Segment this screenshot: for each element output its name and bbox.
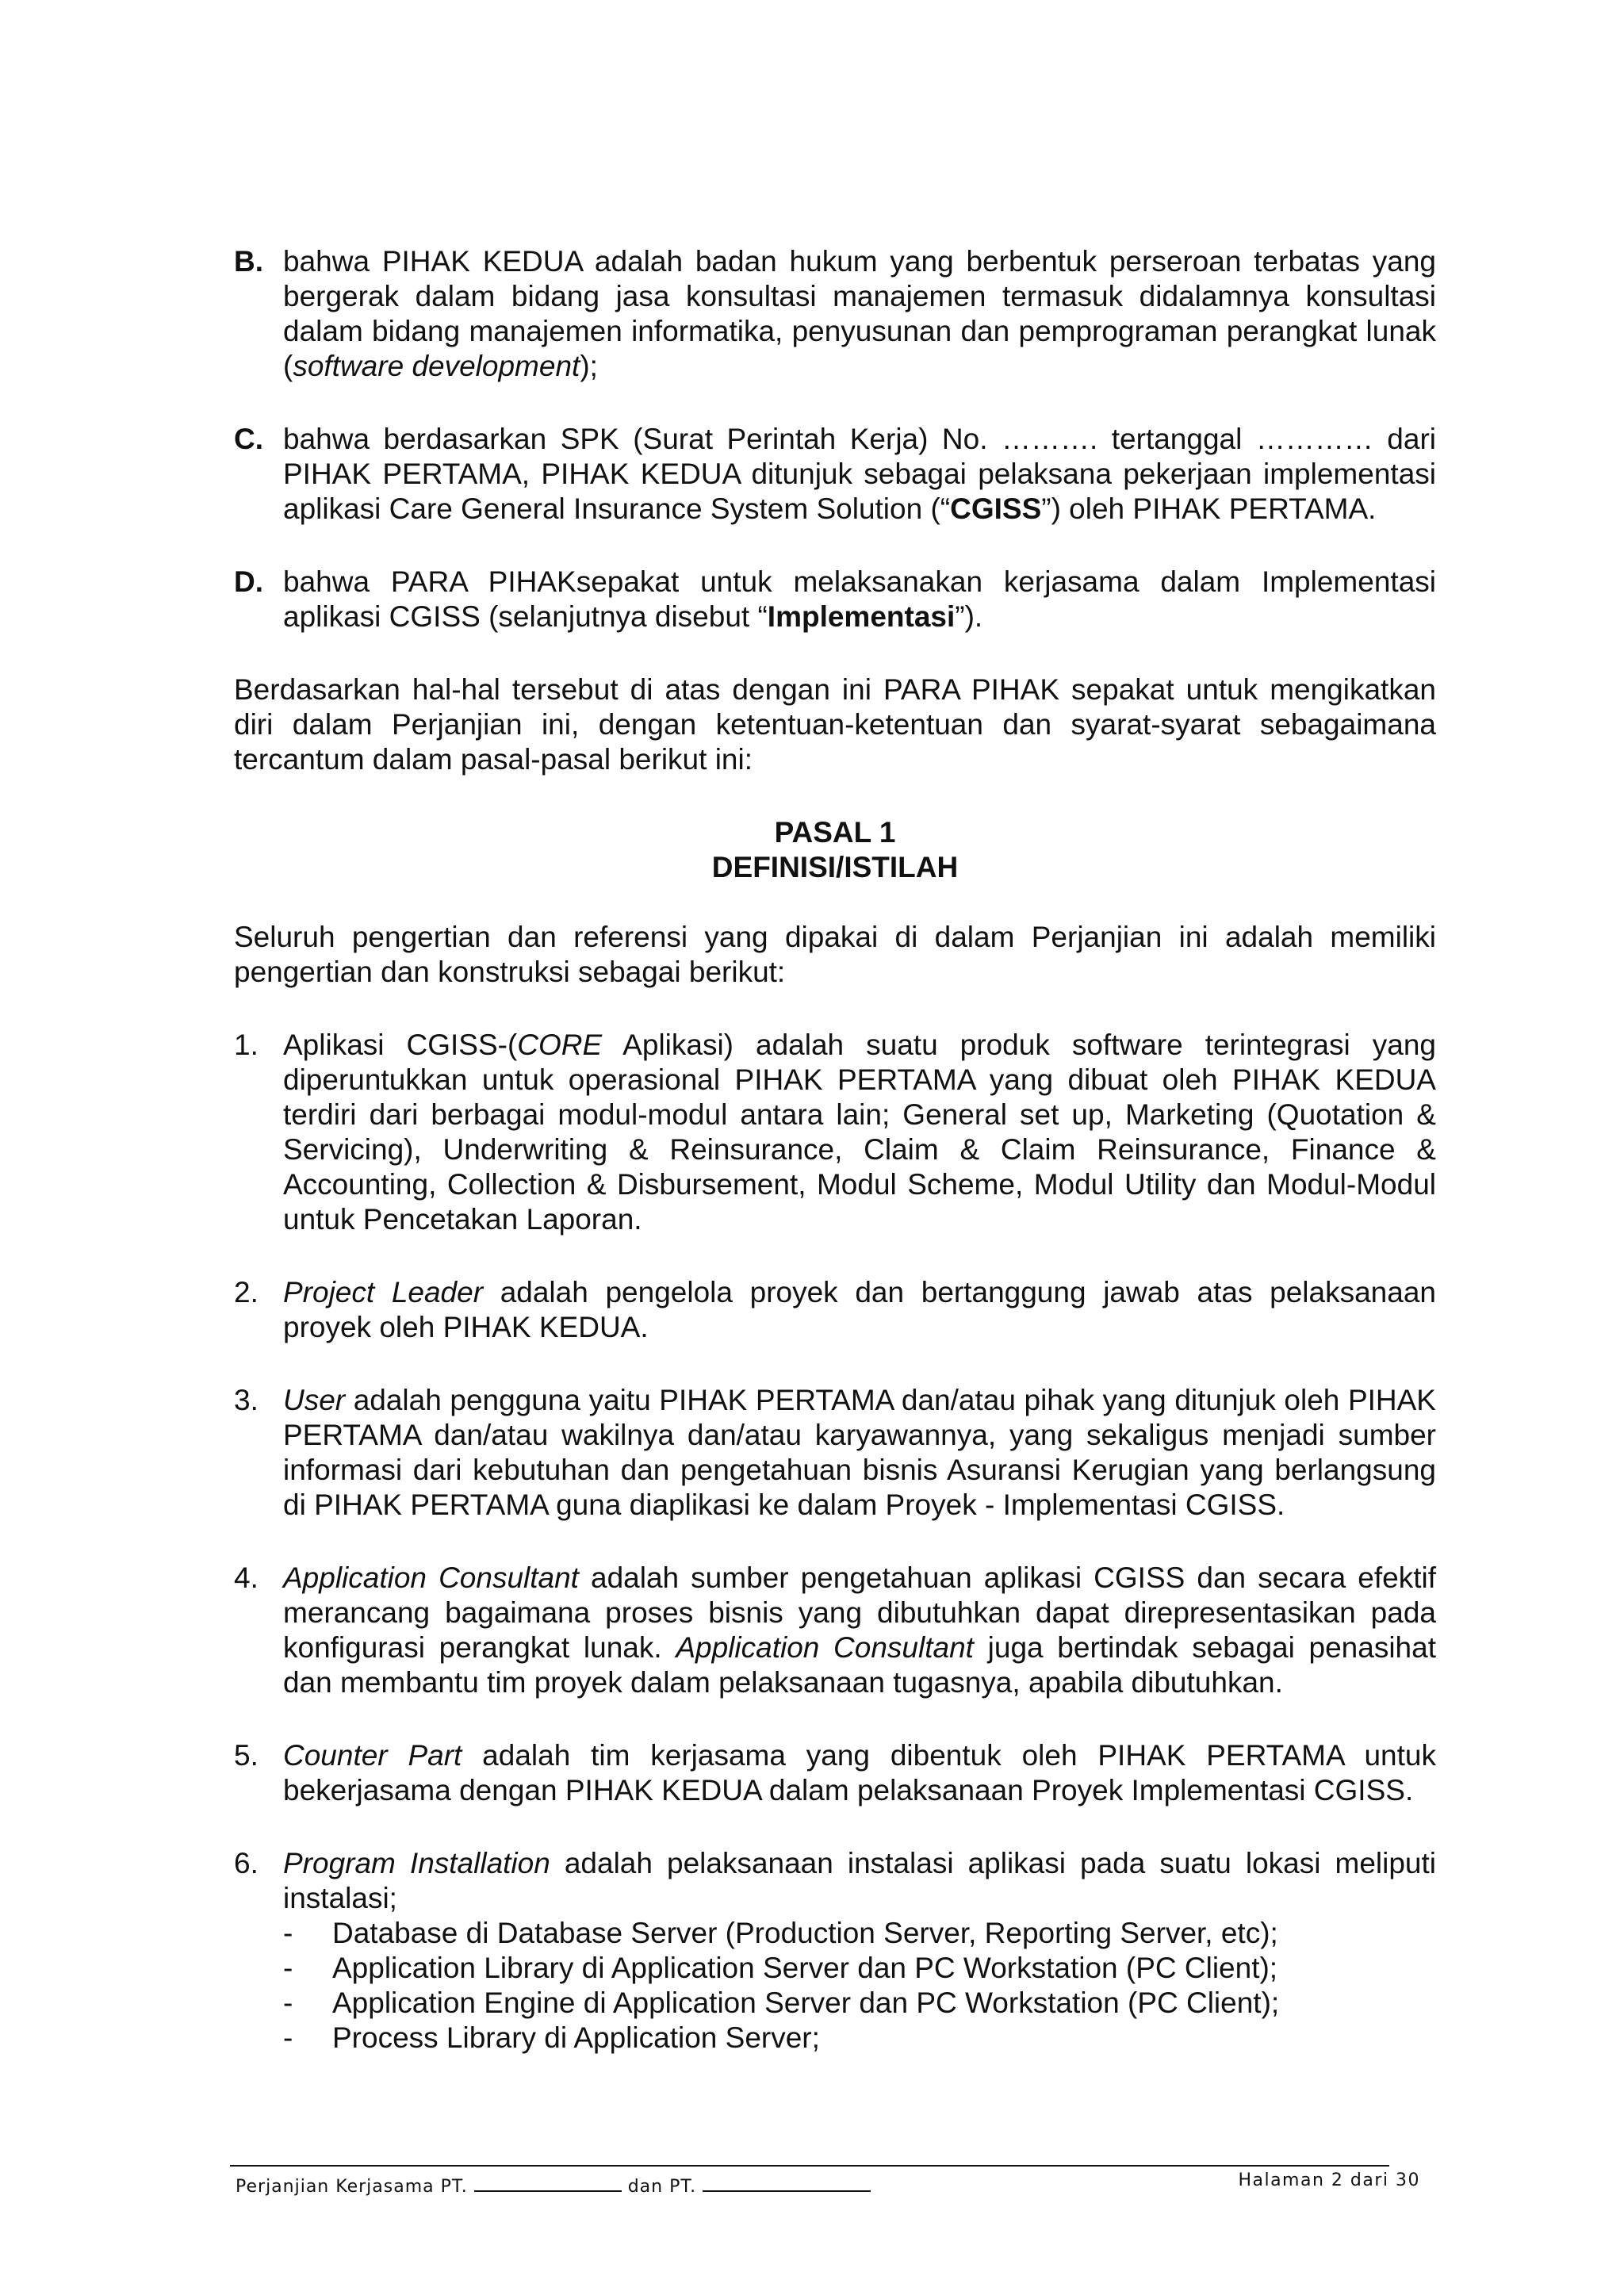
- definitions-text: adalah pengelola proyek dan bertanggung jawab atas pelaksanaan proyek oleh PIHAK KEDUA.: [283, 1276, 1436, 1343]
- recitals-item: [234, 244, 1436, 384]
- footer-divider: [230, 2165, 1389, 2167]
- installation-item: [283, 1951, 1436, 1986]
- definitions-marker: 4.: [234, 1561, 259, 1594]
- footer-left-middle: dan PT.: [627, 2177, 697, 2197]
- page-content: [234, 244, 1436, 2056]
- definition-intro: Seluruh pengertian dan referensi yang dipakai di dalam Perjanjian ini adalah memiliki pengertian dan konstruksi sebagai berikut:: [234, 921, 1436, 988]
- intro-paragraph: Berdasarkan hal-hal tersebut di atas dengan ini PARA PIHAK sepakat untuk mengikatkan diri dalam Perjanjian ini, dengan ketentuan-ketentuan dan syarat-syarat sebagaimana tercantum dalam pasal-pasal berikut ini:: [234, 673, 1436, 776]
- definitions-text: Counter Part: [283, 1739, 462, 1772]
- recitals-text: bahwa PARA PIHAKsepakat untuk melaksanakan kerjasama dalam Implementasi aplikasi CGISS (selanjutnya disebut “: [283, 565, 1436, 633]
- recitals-item: [234, 565, 1436, 634]
- recitals-text: software development: [293, 350, 580, 382]
- installation-item: [283, 1986, 1436, 2021]
- definitions-marker: 2.: [234, 1276, 259, 1308]
- definitions-text: Application Consultant: [283, 1561, 579, 1594]
- definitions-item: [234, 1383, 1436, 1523]
- definitions-marker: 3.: [234, 1384, 259, 1416]
- recitals-text: Implementasi: [767, 600, 956, 633]
- recitals-marker: C.: [234, 423, 263, 455]
- definitions-item: [234, 1275, 1436, 1345]
- footer-blank-2: [703, 2174, 871, 2192]
- definitions-text: Aplikasi CGISS-(: [283, 1029, 518, 1061]
- recitals-text: ”) oleh PIHAK PERTAMA.: [1041, 492, 1377, 525]
- definitions-text: CORE: [517, 1029, 603, 1061]
- recitals-marker: B.: [234, 245, 263, 278]
- footer-blank-1: [474, 2174, 622, 2192]
- installation-item-text: Application Engine di Application Server dan PC Workstation (PC Client);: [332, 1987, 1280, 2019]
- definitions-text: adalah sumber pengetahuan aplikasi CGISS dan secara efektif merancang bagaimana proses bisnis yang dibutuhkan dapat direpresentasikan pada konfigurasi perangkat lunak.: [283, 1561, 1436, 1664]
- list-dash: -: [283, 1987, 293, 2019]
- recitals-marker: D.: [234, 565, 263, 598]
- definitions-text: adalah pelaksanaan instalasi aplikasi pada suatu lokasi meliputi instalasi;: [283, 1847, 1437, 1914]
- installation-item: [283, 1916, 1436, 1951]
- installation-item-text: Database di Database Server (Production Server, Reporting Server, etc);: [332, 1917, 1278, 1949]
- definitions-item: [234, 1846, 1436, 1916]
- definitions-item: [234, 1738, 1436, 1808]
- definitions-text: Project Leader: [283, 1276, 484, 1308]
- recitals-text: );: [580, 350, 598, 382]
- recitals-text: bahwa berdasarkan SPK (Surat Perintah Kerja) No. ………. tertanggal ………… dari PIHAK PERTAMA, PIHAK KEDUA ditunjuk sebagai pelaksana pekerjaan implementasi aplikasi Care General Insurance System Solution (“: [283, 423, 1436, 525]
- definitions-list: [234, 1028, 1436, 1916]
- installation-item-text: Application Library di Application Server dan PC Workstation (PC Client);: [332, 1952, 1278, 1984]
- recitals-item: [234, 422, 1436, 527]
- list-dash: -: [283, 2021, 293, 2054]
- list-dash: -: [283, 1952, 293, 1984]
- installation-item-text: Process Library di Application Server;: [332, 2021, 820, 2054]
- definitions-text: adalah tim kerjasama yang dibentuk oleh PIHAK PERTAMA untuk bekerjasama dengan PIHAK KEDUA dalam pelaksanaan Proyek Implementasi CGISS.: [283, 1739, 1436, 1806]
- list-dash: -: [283, 1917, 293, 1949]
- footer-left: [236, 2174, 871, 2198]
- definitions-marker: 1.: [234, 1029, 259, 1061]
- pasal-subtitle: DEFINISI/ISTILAH: [711, 851, 959, 883]
- pasal-title: PASAL 1: [774, 816, 896, 849]
- installation-items-list: [234, 1916, 1436, 2056]
- recitals-list: [234, 244, 1436, 672]
- definitions-text: Aplikasi) adalah suatu produk software terintegrasi yang diperuntukkan untuk operasional PIHAK PERTAMA yang dibuat oleh PIHAK KEDUA terdiri dari berbagai modul-modul antara lain; General set up, Marketing (Quotation & Servicing), Underwriting & Reinsurance, Claim & Claim Reinsurance, Finance & Accounting, Collection & Disbursement, Modul Scheme, Modul Utility dan Modul-Modul untuk Pencetakan Laporan.: [283, 1029, 1436, 1236]
- recitals-text: ”).: [955, 600, 983, 633]
- definitions-item: [234, 1028, 1436, 1237]
- definitions-text: Program Installation: [283, 1847, 550, 1879]
- definitions-marker: 5.: [234, 1739, 259, 1772]
- definitions-text: Application Consultant: [676, 1631, 974, 1664]
- definitions-text: adalah pengguna yaitu PIHAK PERTAMA dan/atau pihak yang ditunjuk oleh PIHAK PERTAMA dan/atau wakilnya dan/atau karyawannya, yang sekaligus menjadi sumber informasi dari kebutuhan dan pengetahuan bisnis Asuransi Kerugian yang berlangsung di PIHAK PERTAMA guna diaplikasi ke dalam Proyek - Implementasi CGISS.: [283, 1384, 1436, 1521]
- recitals-text: CGISS: [950, 492, 1042, 525]
- footer-left-prefix: Perjanjian Kerjasama PT.: [236, 2177, 468, 2197]
- installation-item: [283, 2021, 1436, 2056]
- definitions-item: [234, 1561, 1436, 1700]
- definitions-text: juga bertindak sebagai penasihat dan membantu tim proyek dalam pelaksanaan tugasnya, apabila dibutuhkan.: [283, 1631, 1436, 1699]
- definitions-text: User: [283, 1384, 346, 1416]
- definitions-marker: 6.: [234, 1847, 259, 1879]
- recitals-text: bahwa PIHAK KEDUA adalah badan hukum yang berbentuk perseroan terbatas yang bergerak dalam bidang jasa konsultasi manajemen termasuk didalamnya konsultasi dalam bidang manajemen informatika, penyusunan dan pemprograman perangkat lunak (: [283, 245, 1436, 382]
- footer-page-number: Halaman 2 dari 30: [1238, 2170, 1420, 2190]
